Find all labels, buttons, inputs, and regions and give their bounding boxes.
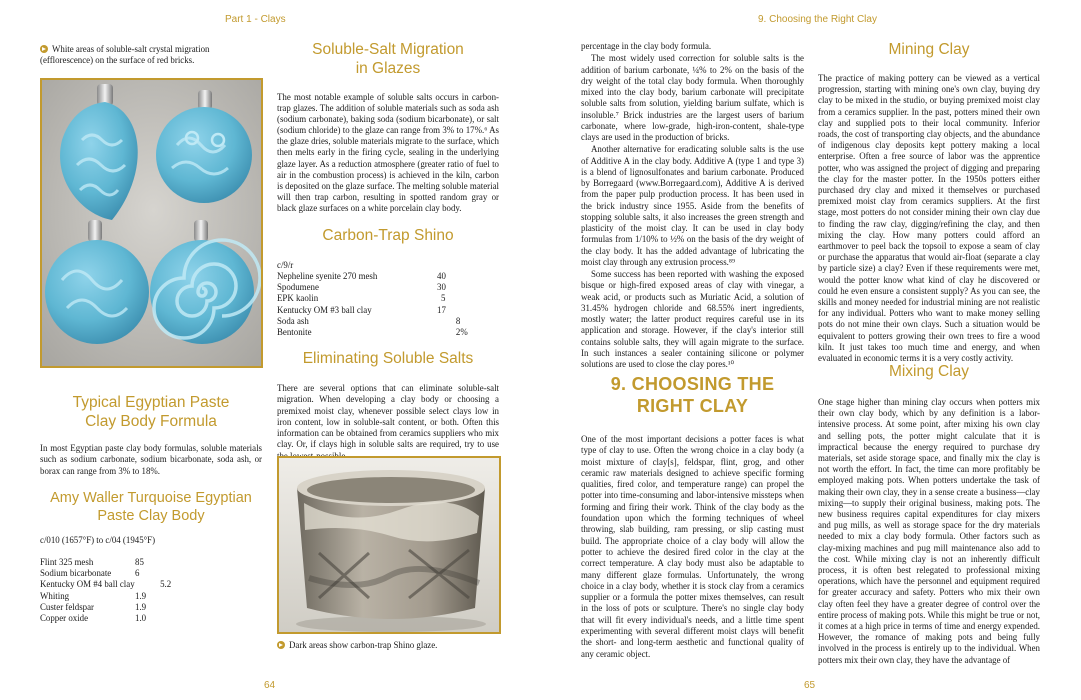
table-row: Flint 325 mesh 85 [40,557,144,567]
table-row: Kentucky OM #4 ball clay 5.2 [40,579,172,590]
table-row: Whiting 1.9 [40,590,147,601]
page-number-left: 64 [264,680,276,691]
egypt-heading: Typical Egyptian Paste Clay Body Formula [72,394,230,430]
chapter-intro-paragraph: One of the most important decisions a potter faces is what type of clay to use. Often the wrong choice in a clay body (a moist mixture of clay[s], feldspar, flint, grog, and other ceramic raw materials designed to achieve specific forming qualities, fired color, and temperature range) can propel the potter into time-consuming and labor-intensive missteps when forming and firing their work. Think of the clay body as the foundation upon which the forming techniques of wheel throwing, slab building, ram pressing, or slip casting must build. The appropriate choice of a clay body will allow the potter to achieve the desired fired color in the clay at the correct temperature. A clay body must also be adaptable to many different glaze formulas. Unfortunately, the wrong choice in a clay body, whether it is stock clay from a ceramics supplier or a formula the potter mixes themselves, can result in the loss of pots or sculpture. There's no single clay body that will fit every individual's needs, and a little time spent experimenting with several different moist clays will benefit the short- and long-term aesthetic and functional quality of any ceramic object. [581,434,804,659]
table-row: EPK kaolin 5 [277,293,446,304]
soluble-heading: Soluble-Salt Migration in Glazes [312,41,464,77]
pendant-caption: White areas of soluble-salt crystal migration (efflorescence) on the surface of red bricks. [40,44,210,66]
mixing-paragraph: One stage higher than mining clay occurs when potters mix their own clay body, which by any definition is a labor-intensive process. At some point, after mixing his own clay and selling pots, the potter might calculate that it is impractical because the energy required to purchase dry materials, set aside storage space, and finally mix the clay is not worth the effort. In fact, the time can more profitably be employed making pots. When potters undertake the task of making their own clay, they in a sense create a business—clay mixing—to supply their original business, making pots. The new business requires capital expenditures for clay mixers and pug mills, as well as storage space for the dry materials needed to mix a clay body formula. Other factors such as clay-mixing machines and pug mill maintenance also add to the cost. While mixing clay is not an inherently difficult process, it is often best relegated to professional mixing operations, which have the personnel and equipment required for greater accuracy and safety. Potters who mix their own clay often feel they have a greater degree of control over the entire process of making pots. While this might be true or not, it comes at a high price in terms of time and energy expended. However, the romance of making pots and being fully involved in the process is entirely up to the individual. When potters mix their own clay, they have the advantage of [818,397,1040,665]
carbon-trap-pot-image [279,458,501,634]
shino-cone: c/9/r [277,260,294,270]
mining-heading: Mining Clay [888,41,970,58]
table-row: Bentonite 2% [277,327,468,338]
table-row: Sodium bicarbonate 6 [40,568,140,579]
caption-arrow-icon [277,641,285,649]
amy-recipe-table [40,557,171,624]
shino-heading: Carbon-Trap Shino [322,227,454,244]
running-header-left: Part 1 - Clays [225,14,286,25]
shino-pot-photo [277,456,501,634]
amy-cone: c/010 (1657°F) to c/04 (1945°F) [40,535,156,545]
amy-heading: Amy Waller Turquoise Egyptian Paste Clay Body [50,490,252,524]
table-row: Kentucky OM #3 ball clay 17 [277,304,446,315]
pot-caption: Dark areas show carbon-trap Shino glaze. [277,640,501,651]
page-number-right: 65 [804,680,816,691]
table-row: Copper oxide 1.0 [40,613,147,624]
turquoise-pendants-image [42,80,263,368]
chapter-title: 9. CHOOSING THE RIGHT CLAY [610,374,775,416]
right-col1-text: percentage in the clay body formula. The most widely used correction for soluble salts is the addition of barium carbonate, ¼% to 2% on the basis of the dry weight of the total clay body formula. When thoroughly mixed into the clay body, barium carbonate will precipitate soluble salts from solution, yielding barium sulfate, which is insoluble.⁷ Brick industries are the largest users of barium carbonate, where low-grade, high-iron-content, shale-type clays are used in the production of bricks. Another alternative for eradicating soluble salts is the use of Additive A in the clay body. Additive A (type 1 and type 3) is a blend of lignosulfonates and barium carbonate. Produced by Borregaard (www.Borregaard.com), Additive A is derived from the paper pulp production process. It has been used in the brick industry since 1955. Aside from the benefits of stopping soluble salts, it also increases the green strength and plasticity of the moist clay. It can be used in clay body formulas from 1/10% to ½% on the basis of the dry weight of the clay body. It has the added advantage of lubricating the moist clay through any extrusion process.⁸⁹ Some success has been reported with washing the exposed bisque or high-fired exposed areas of clay with vinegar, a weak acid, or products such as Muriatic Acid, a solution of 31.45% hydrogen chloride and 68.55% inert ingredients, mostly water; the latter product requires careful use in its application and storage. However, if the clay's interior still contains soluble salts, they will again migrate to the surface. In such instances a sealer containing silicone or polymer solutions are used to close the clay pores.¹⁰ [581,41,804,369]
table-row: Custer feldspar 1.9 [40,601,147,612]
soluble-paragraph: The most notable example of soluble salts occurs in carbon-trap glazes. The addition of soluble materials such as soda ash (sodium carbonate), baking soda (sodium bicarbonate), or salt (sodium chloride) to the glaze can range from 3% to 17%.⁶ As the glaze dries, soluble materials migrate to the surface, which then melts early in the firing cycle, sealing in the underlying glaze layer. As a reduction atmosphere (greater ratio of fuel to air in the combustion process) is achieved in the kiln, carbon is deposited on the glaze surface. The melting soluble material will then trap carbon, resulting in spotted random gray or black glaze surfaces on a white porcelain clay body. [277,92,499,213]
eliminating-paragraph: There are several options that can eliminate soluble-salt migration. When developing a clay body or choosing a premixed moist clay, whenever possible select clays low in iron content, low in soluble-salt content, or both. Often this information can be obtained from ceramics suppliers who mix clay. Or, if clays high in soluble salts are required, try to use [277,383,499,450]
table-row: Spodumene 30 [277,282,446,293]
table-row: Nepheline syenite 270 mesh 40 [277,271,446,281]
mixing-heading: Mixing Clay [888,363,970,380]
table-row: Soda ash 8 [277,315,461,326]
mining-paragraph: The practice of making pottery can be viewed as a vertical progression, starting with mining one's own clay, buying dry clay to be mixed in the studio, or buying premixed moist clay from a ceramics supplier. In the past, potters mined their own clay and supplied pots to their local community. Inferior roads, the cost of transporting clay objects, and the abundance of indigenous clay deposits kept pottery making a local enterprise. Often a free source of labor was the apprentice potter, who was assigned the project of digging and preparing the clay for the master potter. In the 1950s potters either purchased dry clay and mixed it themselves or purchased premixed moist clay from ceramics suppliers. At the first stage, most potters do not consider mining their own clay due to finding the raw clay, digging/refining the clay, and then mixing the clay. How many potters could afford an earthmover to peel back the topsoil to expose a seam of clay or purchase the apparatus that would air-float (separate a clay by particle size) a clay? Even if these requirements were met, would the potter know what kind of clay he discovered or could he even ensure a consistent supply? As you can see, the skills and money needed for industrial mining are not realistic for any individual. Potters who want to make money selling pots do not mine their own clays. Such a situation would be equivalent to potters growing their own trees to fire a wood kiln. It just takes too much time and energy, and when evaluated in economic terms it is a very costly activity. [818,73,1040,364]
egypt-paragraph: In most Egyptian paste clay body formulas, soluble materials such as sodium carbonate, sodium bicarbonate, soda ash, or borax can range from 3% to 18%. [40,443,262,476]
shino-recipe-table [277,271,476,338]
pendants-photo [40,78,263,368]
caption-arrow-icon [40,45,48,53]
running-header-right: 9. Choosing the Right Clay [758,14,877,25]
eliminating-heading: Eliminating Soluble Salts [302,350,474,367]
